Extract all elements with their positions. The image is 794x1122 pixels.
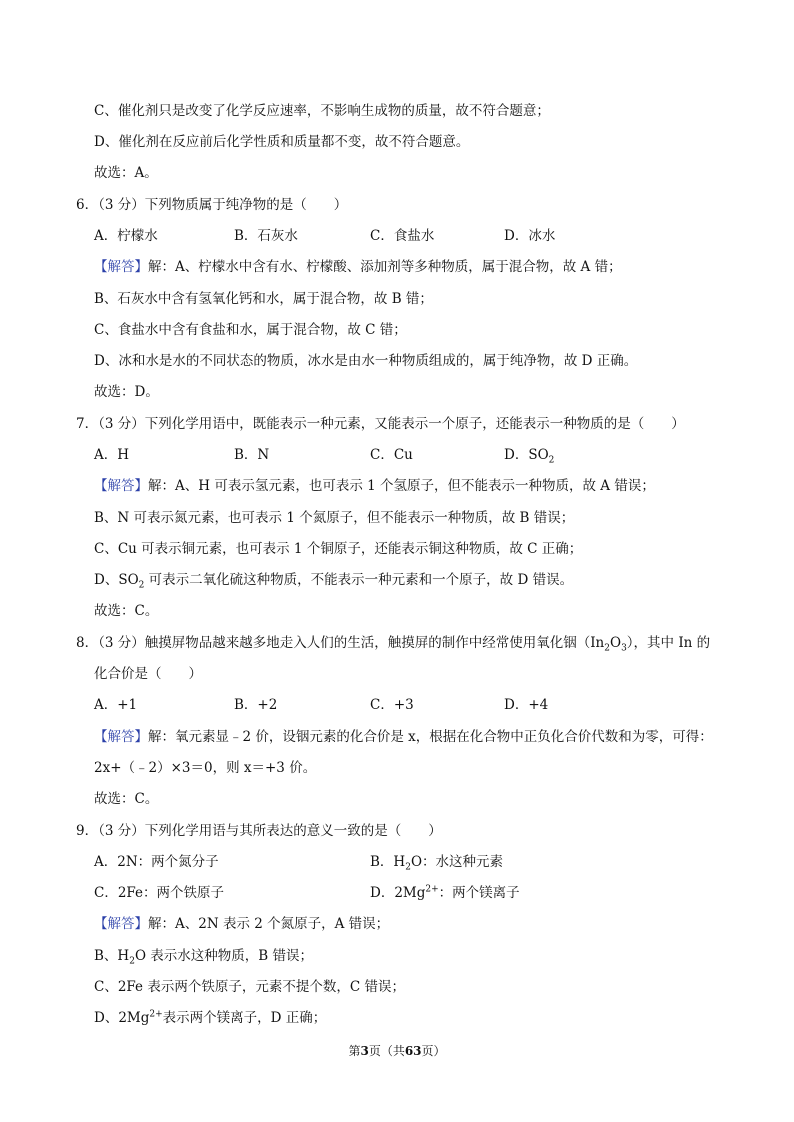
q6-answer-line-3: C、食盐水中含有食盐和水，属于混合物，故 C 错； [94, 322, 407, 338]
q9-option-c: C．2Fe：两个铁原子 [94, 885, 225, 901]
q8-stem-line-1: 8．（3 分）触摸屏物品越来越多地走入人们的生活，触摸屏的制作中经常使用氧化铟$(In_2O_3)$，其中 In 的 [76, 635, 711, 654]
answer-tag: 【解答】 [94, 259, 148, 275]
answer-tag: 【解答】 [94, 478, 148, 494]
q9-answer-line-4: D、$2Mg^{2+}$表示两个镁离子，D 正确； [94, 1009, 327, 1026]
q6-answer-line-2: B、石灰水中含有氢氧化钙和水，属于混合物，故 B 错； [94, 291, 433, 307]
q8-option-d: D．+4 [504, 697, 549, 713]
q8-stem-line-2: 化合价是（ ） [94, 666, 202, 682]
q6-answer-line-4: D、冰和水是水的不同状态的物质，冰水是由水一种物质组成的，属于纯净物，故 D 正确。 [94, 353, 638, 369]
q8-answer-line-2: 2x+（﹣2）×3＝0，则 x＝+3 价。 [94, 760, 317, 776]
q6-option-a: A．柠檬水 [94, 228, 158, 244]
q5-line-d: D、催化剂在反应前后化学性质和质量都不变，故不符合题意。 [94, 134, 470, 150]
q7-answer-line-1: 【解答】解：A、H 可表示氢元素，也可表示 1 个氢原子，但不能表示一种物质，故 A 错误； [94, 478, 655, 494]
answer-tag: 【解答】 [94, 729, 148, 745]
q7-answer-line-4: D、$SO_2$ 可表示二氧化硫这种物质，不能表示一种元素和一个原子，故 D 错误。 [94, 572, 574, 591]
page-footer: 第3页（共63页） [348, 1044, 446, 1058]
q8-option-b: B．+2 [234, 697, 278, 713]
q9-option-b: B．$H_2O$：水这种元素 [370, 854, 504, 873]
q5-line-c: C、催化剂只是改变了化学反应速率，不影响生成物的质量，故不符合题意； [94, 103, 550, 119]
q7-option-c: C．Cu [370, 447, 413, 463]
q8-choice: 故选：C。 [94, 791, 159, 807]
q9-answer-line-1: 【解答】解：A、2N 表示 2 个氮原子，A 错误； [94, 916, 390, 932]
q7-option-a: A．H [94, 447, 130, 463]
q9-answer-line-3: C、2Fe 表示两个铁原子，元素不提个数，C 错误； [94, 979, 405, 995]
q6-stem: 6．（3 分）下列物质属于纯净物的是（ ） [76, 197, 348, 213]
q9-option-d: D．$2Mg^{2+}$：两个镁离子 [370, 884, 520, 901]
q7-answer-line-2: B、N 可表示氮元素，也可表示 1 个氮原子，但不能表示一种物质，故 B 错误； [94, 510, 575, 526]
q7-choice: 故选：C。 [94, 603, 159, 619]
q6-choice: 故选：D。 [94, 384, 159, 400]
q9-answer-line-2: B、$H_2O$ 表示水这种物质，B 错误； [94, 948, 314, 967]
q7-answer-line-3: C、Cu 可表示铜元素，也可表示 1 个铜原子，还能表示铜这种物质，故 C 正确； [94, 541, 583, 557]
q7-option-d: D．$SO_2$ [504, 447, 555, 466]
page-number: 3 [360, 1044, 369, 1058]
page-total: 63 [404, 1044, 422, 1058]
q5-choice: 故选：A。 [94, 165, 158, 181]
q7-option-b: B．N [234, 447, 270, 463]
q8-option-c: C．+3 [370, 697, 414, 713]
q9-stem: 9．（3 分）下列化学用语与其所表达的意义一致的是（ ） [76, 823, 442, 839]
q8-answer-line-1: 【解答】解：氧元素显﹣2 价，设铟元素的化合价是 x，根据在化合物中正负化合价代数和为零，可得： [94, 729, 713, 745]
q7-stem: 7．（3 分）下列化学用语中，既能表示一种元素，又能表示一个原子，还能表示一种物质的是（ ） [76, 416, 685, 432]
answer-tag: 【解答】 [94, 916, 148, 932]
q6-option-c: C．食盐水 [370, 228, 435, 244]
q6-option-d: D．冰水 [504, 228, 556, 244]
q6-answer-line-1: 【解答】解：A、柠檬水中含有水、柠檬酸、添加剂等多种物质，属于混合物，故 A 错； [94, 259, 622, 275]
q9-option-a: A．2N：两个氮分子 [94, 854, 219, 870]
q8-option-a: A．+1 [94, 697, 138, 713]
q6-option-b: B．石灰水 [234, 228, 298, 244]
